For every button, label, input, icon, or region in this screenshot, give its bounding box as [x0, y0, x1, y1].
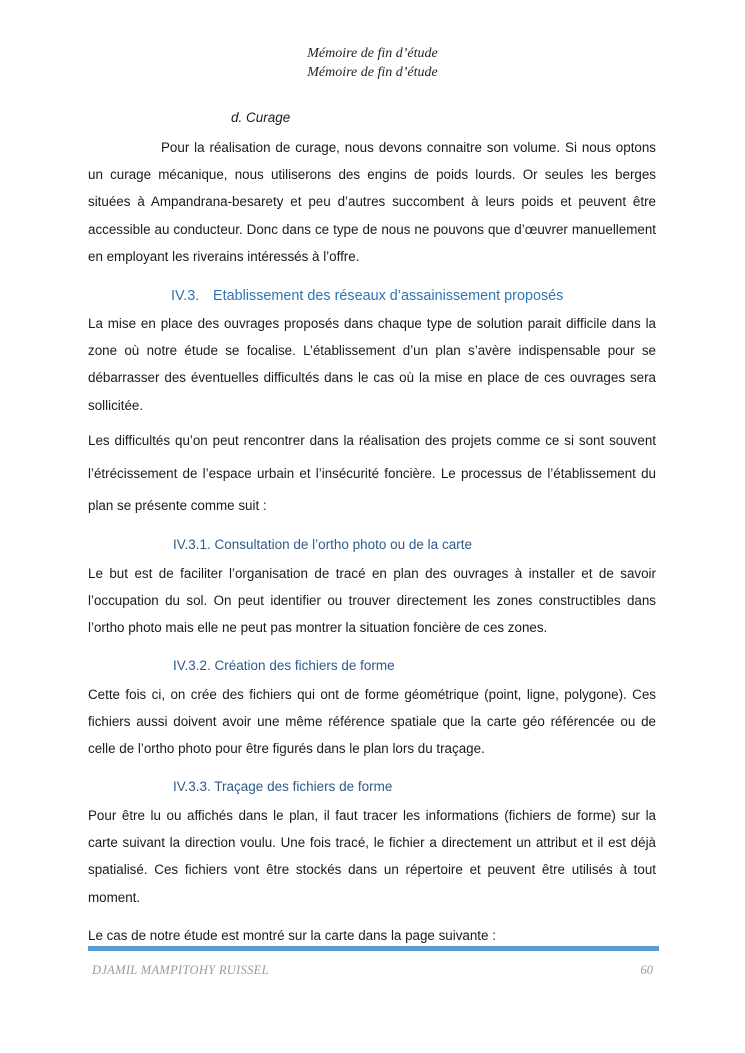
subsection-d-paragraph: Pour la réalisation de curage, nous devons connaitre son volume. Si nous optons un curage mécanique, nous utiliserons des engins de poids lourds. Or seules les berges situées à Ampandrana-besarety et peu d’autres succombent à leurs poids et peuvent être accessible au conducteur. Donc dans ce type de nous ne pouvons que d’œuvrer manuellement en employant les riverains intéressés à l’offre. — [88, 140, 656, 264]
section-iv31-body — [88, 561, 656, 641]
section-iv33-paragraph: Pour être lu ou affichés dans le plan, il faut tracer les informations (fichiers de forme) sur la carte suivant la direction voulu. Une fois tracé, le fichier a directement un attribut et il est déjà spatialisé. Ces fichiers vont être stockés dans un répertoire et peuvent être utilisés à tout moment. — [88, 808, 656, 905]
section-iv31-heading: IV.3.1. Consultation de l’ortho photo ou de la carte — [173, 537, 472, 552]
section-iv3-heading — [171, 288, 563, 304]
section-iv3-paragraph-2: Les difficultés qu’on peut rencontrer dans la réalisation des projets comme ce si sont souvent l’étrécissement de l’espace urbain et l’insécurité foncière. Le processus de l’établissement du plan se présente comme suit : — [88, 433, 656, 513]
footer-author: DJAMIL MAMPITOHY RUISSEL — [92, 963, 269, 977]
section-iv3-paragraph-1: La mise en place des ouvrages proposés dans chaque type de solution parait difficile dans la zone où notre étude se focalise. L’établissement d’un plan s’avère indispensable pour se débarrasser des éventuelles difficultés dans le cas où la mise en place de ces ouvrages sera sollicitée. — [88, 316, 656, 413]
section-iv3-body-1 — [88, 310, 656, 419]
page-header — [0, 44, 745, 82]
header-line-1: Mémoire de fin d’étude — [307, 46, 438, 61]
section-iv3-title: Etablissement des réseaux d’assainissement proposés — [213, 288, 564, 304]
page-number: 60 — [640, 963, 653, 977]
closing-line: Le cas de notre étude est montré sur la carte dans la page suivante : — [88, 928, 496, 943]
subsection-d-body — [88, 134, 656, 270]
section-iv33-heading: IV.3.3. Traçage des fichiers de forme — [173, 779, 393, 794]
header-line-2: Mémoire de fin d’étude — [307, 65, 438, 80]
section-iv3-body-2 — [88, 425, 656, 523]
footer-divider — [88, 946, 659, 951]
section-iv32-body — [88, 682, 656, 762]
section-iv32-paragraph: Cette fois ci, on crée des fichiers qui ont de forme géométrique (point, ligne, polygone). Ces fichiers aussi doivent avoir une même référence spatiale que la carte géo référencée ou de celle de l’ortho photo pour être figurés dans le plan lors du traçage. — [88, 687, 656, 756]
subsection-d-title: d. Curage — [231, 110, 291, 125]
section-iv31-paragraph: Le but est de faciliter l’organisation de tracé en plan des ouvrages à installer et de savoir l’occupation du sol. On peut identifier ou trouver directement les zones constructibles dans l’ortho photo mais elle ne peut pas montrer la situation foncière de ces zones. — [88, 566, 656, 635]
section-iv33-body — [88, 802, 656, 911]
section-iv32-heading: IV.3.2. Création des fichiers de forme — [173, 658, 395, 673]
section-iv3-number: IV.3. — [171, 288, 200, 304]
